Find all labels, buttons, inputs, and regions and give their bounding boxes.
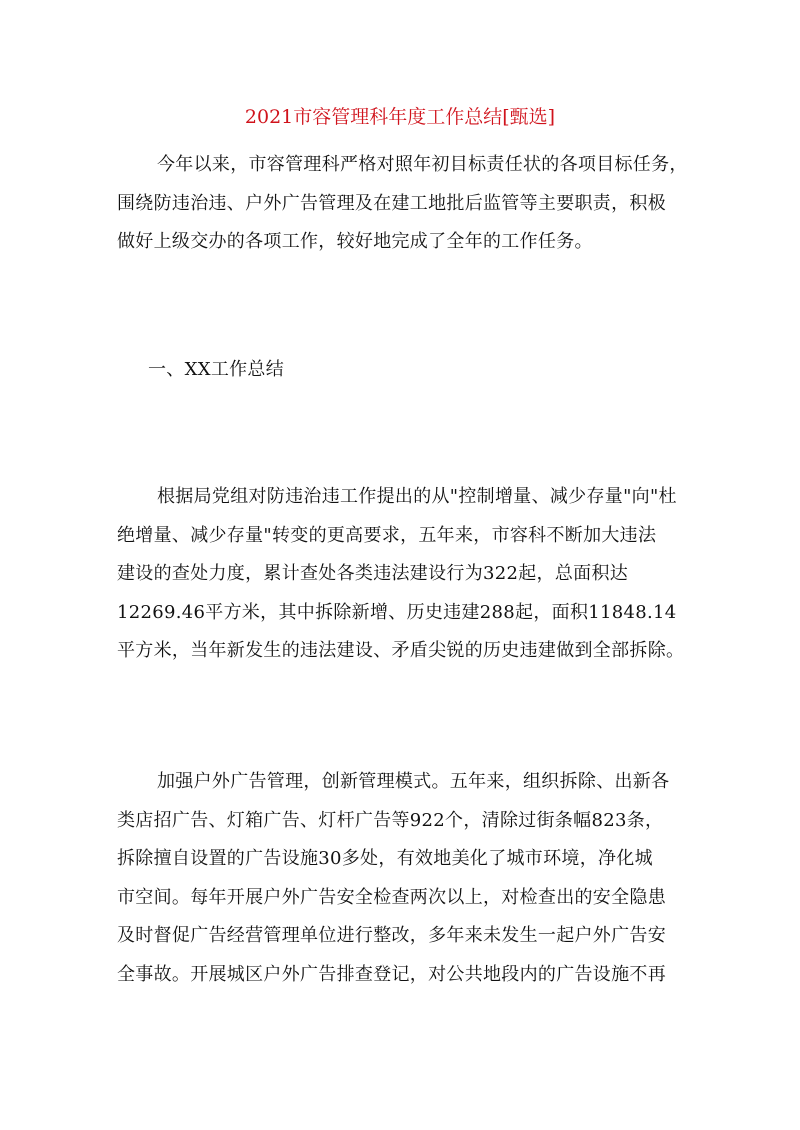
document-title: 2021市容管理科年度工作总结[甄选] (244, 106, 556, 128)
paragraph-line: 及时督促广告经营管理单位进行整改，多年来未发生一起户外广告安 (117, 925, 666, 946)
paragraph-line: 全事故。开展城区户外广告排查登记，对公共地段内的广告设施不再 (117, 963, 666, 985)
paragraph-line: 围绕防违治违、户外广告管理及在建工地批后监管等主要职责，积极 (117, 192, 666, 214)
paragraph-line: 建设的查处力度，累计查处各类违法建设行为322起，总面积达 (117, 563, 629, 584)
paragraph-line: 绝增量、减少存量"转变的更高要求，五年来，市容科不断加大违法 (117, 524, 657, 546)
section-heading: 一、XX工作总结 (148, 359, 285, 380)
paragraph-line: 加强户外广告管理，创新管理模式。五年来，组织拆除、出新各 (157, 771, 670, 792)
paragraph-line: 根据局党组对防违治违工作提出的从"控制增量、减少存量"向"杜 (157, 486, 677, 507)
illegal-building-paragraph (117, 478, 692, 671)
outdoor-ads-paragraph (117, 763, 692, 994)
paragraph-line: 12269.46平方米，其中拆除新增、历史违建288起，面积11848.14 (117, 601, 677, 623)
paragraph-line: 拆除擅自设置的广告设施30多处，有效地美化了城市环境，净化城 (117, 848, 653, 869)
paragraph-line: 类店招广告、灯箱广告、灯杆广告等922个，清除过街条幅823条， (117, 809, 664, 831)
paragraph-line: 市空间。每年开展户外广告安全检查两次以上，对检查出的安全隐患 (117, 886, 666, 908)
intro-paragraph (117, 146, 692, 262)
paragraph-line: 做好上级交办的各项工作，较好地完成了全年的工作任务。 (117, 231, 593, 252)
paragraph-line: 平方米，当年新发生的违法建设、矛盾尖锐的历史违建做到全部拆除。 (117, 640, 685, 661)
paragraph-line: 今年以来，市容管理科严格对照年初目标责任状的各项目标任务， (157, 154, 688, 175)
